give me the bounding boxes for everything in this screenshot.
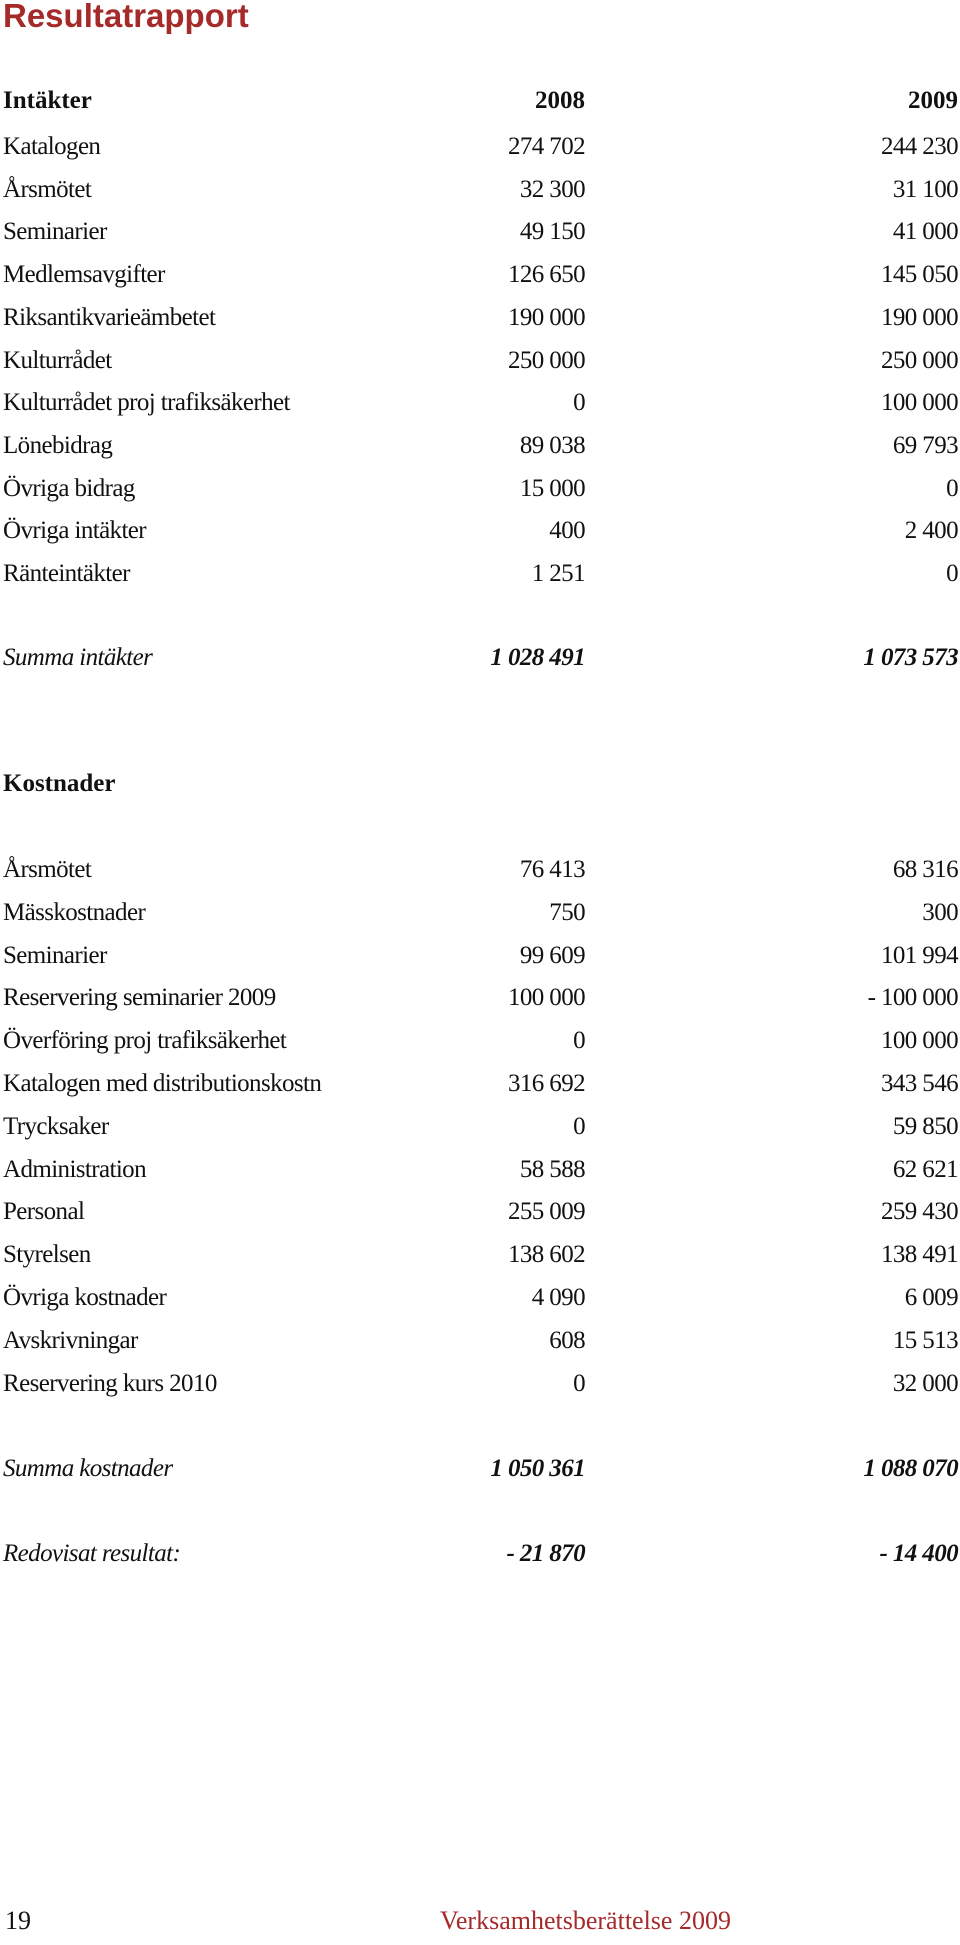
income-item-label: Kulturrådet: [3, 346, 112, 374]
document-name: Verksamhetsberättelse 2009: [440, 1906, 731, 1935]
cost-item-2008: 0: [573, 1369, 585, 1397]
income-item-2008: 250 000: [507, 346, 585, 374]
result-row: [3, 1537, 958, 1571]
income-item-label: Ränteintäkter: [3, 560, 130, 587]
cost-item-2009: 15 513: [892, 1326, 958, 1354]
cost-item-label: Årsmötet: [3, 856, 92, 883]
income-item-row: [3, 258, 958, 292]
income-item-row: [3, 173, 958, 207]
income-item-row: [3, 472, 958, 506]
income-item-label: Riksantikvarieämbetet: [3, 303, 216, 331]
income-item-2009: 190 000: [880, 303, 958, 331]
costs-heading: Kostnader: [3, 770, 116, 797]
result-2009: - 14 400: [879, 1540, 958, 1567]
cost-item-2008: 750: [549, 898, 585, 926]
income-item-2009: 100 000: [880, 389, 958, 417]
cost-item-2009: 32 000: [892, 1369, 958, 1397]
cost-item-label: Avskrivningar: [3, 1326, 138, 1354]
income-item-2008: 1 251: [531, 560, 585, 587]
cost-item-row: [3, 853, 958, 887]
income-item-label: Lönebidrag: [3, 431, 113, 459]
cost-item-2009: 343 546: [880, 1070, 958, 1097]
cost-item-row: [3, 1195, 958, 1229]
cost-item-label: Katalogen med distributionskostn: [3, 1070, 322, 1097]
cost-item-label: Reservering seminarier 2009: [3, 984, 276, 1012]
income-item-2009: 0: [946, 474, 958, 502]
cost-item-label: Reservering kurs 2010: [3, 1369, 217, 1397]
income-item-2008: 49 150: [519, 218, 585, 246]
cost-item-label: Överföring proj trafiksäkerhet: [3, 1027, 287, 1055]
income-item-2008: 0: [573, 389, 585, 417]
income-header-row: [3, 84, 958, 118]
income-item-2008: 32 300: [519, 175, 585, 203]
cost-item-2008: 76 413: [519, 856, 585, 883]
income-item-2009: 31 100: [892, 175, 958, 203]
cost-item-2008: 608: [549, 1326, 585, 1354]
income-sum-2008: 1 028 491: [490, 644, 585, 671]
cost-item-2008: 58 588: [519, 1155, 585, 1183]
income-item-row: [3, 130, 958, 164]
cost-item-row: [3, 896, 958, 930]
income-item-2009: 244 230: [880, 133, 958, 160]
income-item-row: [3, 301, 958, 335]
income-item-label: Årsmötet: [3, 175, 92, 203]
income-item-2008: 274 702: [507, 133, 585, 160]
cost-item-label: Mässkostnader: [3, 898, 146, 926]
cost-item-2009: 100 000: [880, 1027, 958, 1055]
costs-sum-2008: 1 050 361: [490, 1455, 585, 1482]
income-item-label: Katalogen: [3, 133, 101, 160]
cost-item-label: Seminarier: [3, 941, 107, 969]
cost-item-2008: 0: [573, 1027, 585, 1055]
income-item-2009: 69 793: [892, 431, 958, 459]
cost-item-row: [3, 1324, 958, 1358]
costs-sum-row: [3, 1452, 958, 1486]
cost-item-label: Personal: [3, 1198, 85, 1226]
income-item-2008: 126 650: [507, 261, 585, 289]
income-item-row: [3, 344, 958, 378]
cost-item-row: [3, 1153, 958, 1187]
cost-item-2008: 100 000: [507, 984, 585, 1012]
income-item-2008: 89 038: [519, 431, 585, 459]
income-item-2009: 145 050: [880, 261, 958, 289]
income-item-row: [3, 386, 958, 420]
cost-item-label: Administration: [3, 1155, 146, 1183]
income-item-row: [3, 557, 958, 591]
income-item-2009: 250 000: [880, 346, 958, 374]
costs-sum-2009: 1 088 070: [863, 1455, 958, 1482]
cost-item-row: [3, 981, 958, 1015]
cost-item-row: [3, 1110, 958, 1144]
income-item-label: Övriga bidrag: [3, 474, 135, 502]
income-item-row: [3, 429, 958, 463]
income-item-row: [3, 215, 958, 249]
cost-item-label: Övriga kostnader: [3, 1284, 167, 1311]
cost-item-2009: 300: [922, 898, 958, 926]
cost-item-row: [3, 1281, 958, 1315]
income-sum-2009: 1 073 573: [863, 644, 958, 671]
cost-item-row: [3, 939, 958, 973]
cost-item-label: Styrelsen: [3, 1241, 91, 1269]
cost-item-2008: 4 090: [531, 1284, 585, 1311]
income-item-2008: 190 000: [507, 303, 585, 331]
income-item-label: Seminarier: [3, 218, 107, 246]
cost-item-2008: 138 602: [507, 1241, 585, 1269]
year-2009-heading: 2009: [908, 87, 958, 114]
income-item-label: Medlemsavgifter: [3, 261, 165, 289]
cost-item-2009: 101 994: [880, 941, 958, 969]
income-sum-row: [3, 641, 958, 675]
page-number: 19: [5, 1906, 31, 1935]
income-item-row: [3, 514, 958, 548]
cost-item-2009: 59 850: [892, 1112, 958, 1140]
cost-item-2009: 259 430: [880, 1198, 958, 1226]
costs-header-row: [3, 767, 958, 801]
cost-item-2009: 138 491: [880, 1241, 958, 1269]
year-2008-heading: 2008: [535, 87, 585, 114]
result-label: Redovisat resultat:: [3, 1540, 181, 1567]
income-item-label: Övriga intäkter: [3, 517, 147, 545]
costs-sum-label: Summa kostnader: [3, 1455, 173, 1482]
income-item-label: Kulturrådet proj trafiksäkerhet: [3, 389, 290, 417]
income-heading: Intäkter: [3, 87, 92, 114]
cost-item-row: [3, 1024, 958, 1058]
income-item-2009: 2 400: [904, 517, 958, 545]
cost-item-2008: 316 692: [507, 1070, 585, 1097]
income-sum-label: Summa intäkter: [3, 644, 153, 671]
cost-item-label: Trycksaker: [3, 1112, 109, 1140]
result-2008: - 21 870: [506, 1540, 585, 1567]
income-item-2009: 0: [946, 560, 958, 587]
cost-item-2009: 6 009: [904, 1284, 958, 1311]
income-item-2008: 15 000: [519, 474, 585, 502]
cost-item-2008: 0: [573, 1112, 585, 1140]
page-title: Resultatrapport: [3, 0, 249, 34]
cost-item-row: [3, 1367, 958, 1401]
cost-item-2008: 255 009: [507, 1198, 585, 1226]
cost-item-2008: 99 609: [519, 941, 585, 969]
income-item-2009: 41 000: [892, 218, 958, 246]
cost-item-2009: 68 316: [892, 856, 958, 883]
cost-item-row: [3, 1238, 958, 1272]
cost-item-2009: 62 621: [892, 1155, 958, 1183]
cost-item-row: [3, 1067, 958, 1101]
cost-item-2009: - 100 000: [867, 984, 958, 1012]
income-item-2008: 400: [549, 517, 585, 545]
